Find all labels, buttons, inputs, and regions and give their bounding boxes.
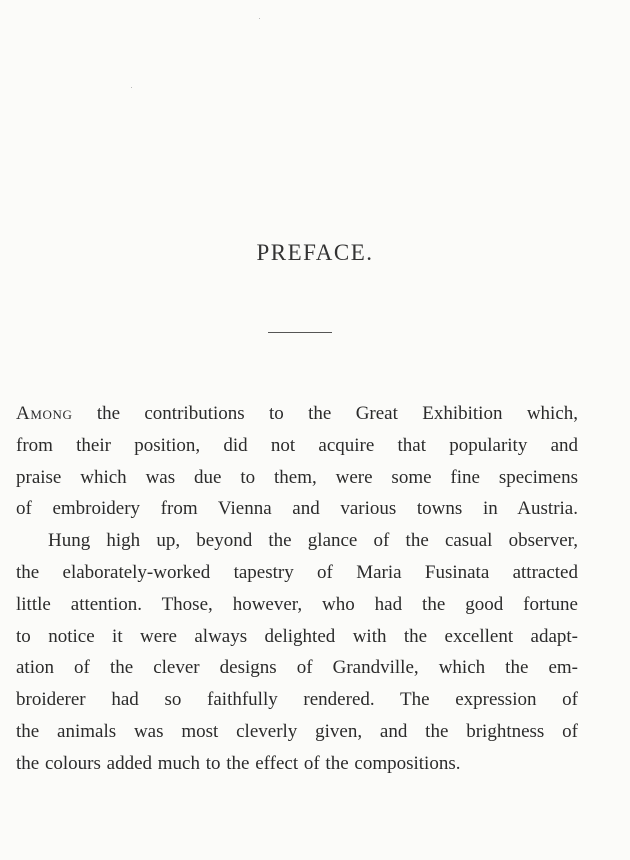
text-line: the colours added much to the effect of the compositions. [16,752,461,774]
text-line: from their position, did not acquire that popularity and [16,434,578,456]
text-line: Hung high up, beyond the glance of the casual observer, [48,530,578,552]
text-line: the elaborately-worked tapestry of Maria Fusinata attracted [16,561,578,583]
text-line [16,398,578,430]
paper-speck [131,87,132,88]
text-line: the animals was most cleverly given, and the brightness of [16,720,578,742]
text-line: to notice it were always delighted with the excellent adapt- [16,625,578,647]
title-divider [268,332,332,333]
text-line: little attention. Those, however, who had the good fortune [16,593,578,615]
page-title: PREFACE. [256,240,374,265]
text-line: of embroidery from Vienna and various towns in Austria. [16,498,578,520]
text-line: ation of the clever designs of Grandville, which the em- [16,657,578,679]
text-line: broiderer had so faithfully rendered. The expression of [16,689,578,711]
lead-word: Among [16,403,73,424]
preface-text [16,398,578,780]
text-line: praise which was due to them, were some fine specimens [16,466,578,488]
line-text: the contributions to the Great Exhibition which, [96,403,578,424]
paper-speck [259,18,260,19]
